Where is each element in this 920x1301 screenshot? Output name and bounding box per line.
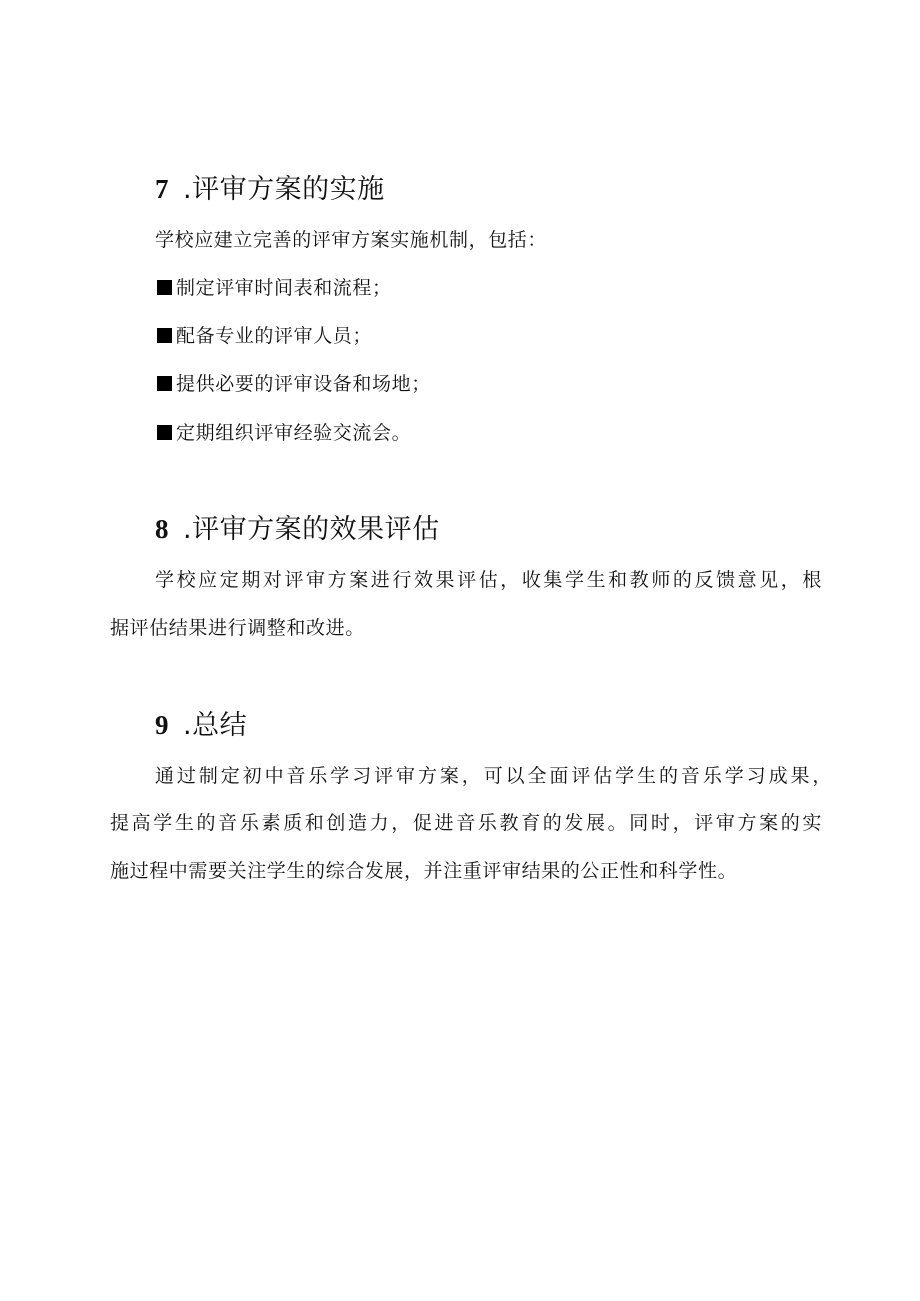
black-square-bullet-icon: [157, 280, 172, 295]
bullet-text: 制定评审时间表和流程；: [176, 277, 392, 299]
black-square-bullet-icon: [157, 425, 172, 440]
section-9-number: 9: [155, 710, 169, 740]
section-7-number: 7: [155, 174, 169, 204]
section-7-bullet: [157, 372, 431, 396]
section-9-paragraph-line: 通过制定初中音乐学习评审方案，可以全面评估学生的音乐学习成果，: [155, 765, 832, 787]
section-7-bullet: [157, 324, 372, 348]
section-8-title: .评审方案的效果评估: [183, 514, 440, 545]
section-8-number: 8: [155, 514, 169, 544]
section-8-heading: [155, 513, 440, 546]
section-7-heading: [155, 173, 385, 206]
black-square-bullet-icon: [157, 376, 172, 391]
section-7-bullet: [157, 421, 411, 445]
section-9-paragraph-line: 提高学生的音乐素质和创造力，促进音乐教育的发展。同时，评审方案的实: [110, 812, 822, 834]
section-7-intro: 学校应建立完善的评审方案实施机制，包括：: [155, 229, 548, 251]
section-8-paragraph-line: 学校应定期对评审方案进行效果评估，收集学生和教师的反馈意见，根: [155, 569, 822, 591]
section-9-title: .总结: [183, 710, 248, 741]
bullet-text: 提供必要的评审设备和场地；: [176, 373, 431, 395]
section-9-paragraph-line: 施过程中需要关注学生的综合发展，并注重评审结果的公正性和科学性。: [110, 860, 738, 882]
bullet-text: 定期组织评审经验交流会。: [176, 422, 412, 444]
section-7-title: .评审方案的实施: [183, 174, 385, 205]
black-square-bullet-icon: [157, 328, 172, 343]
section-8-paragraph-line: 据评估结果进行调整和改进。: [110, 617, 365, 639]
section-7-bullet: [157, 276, 392, 300]
bullet-text: 配备专业的评审人员；: [176, 325, 373, 347]
section-9-heading: [155, 709, 247, 742]
